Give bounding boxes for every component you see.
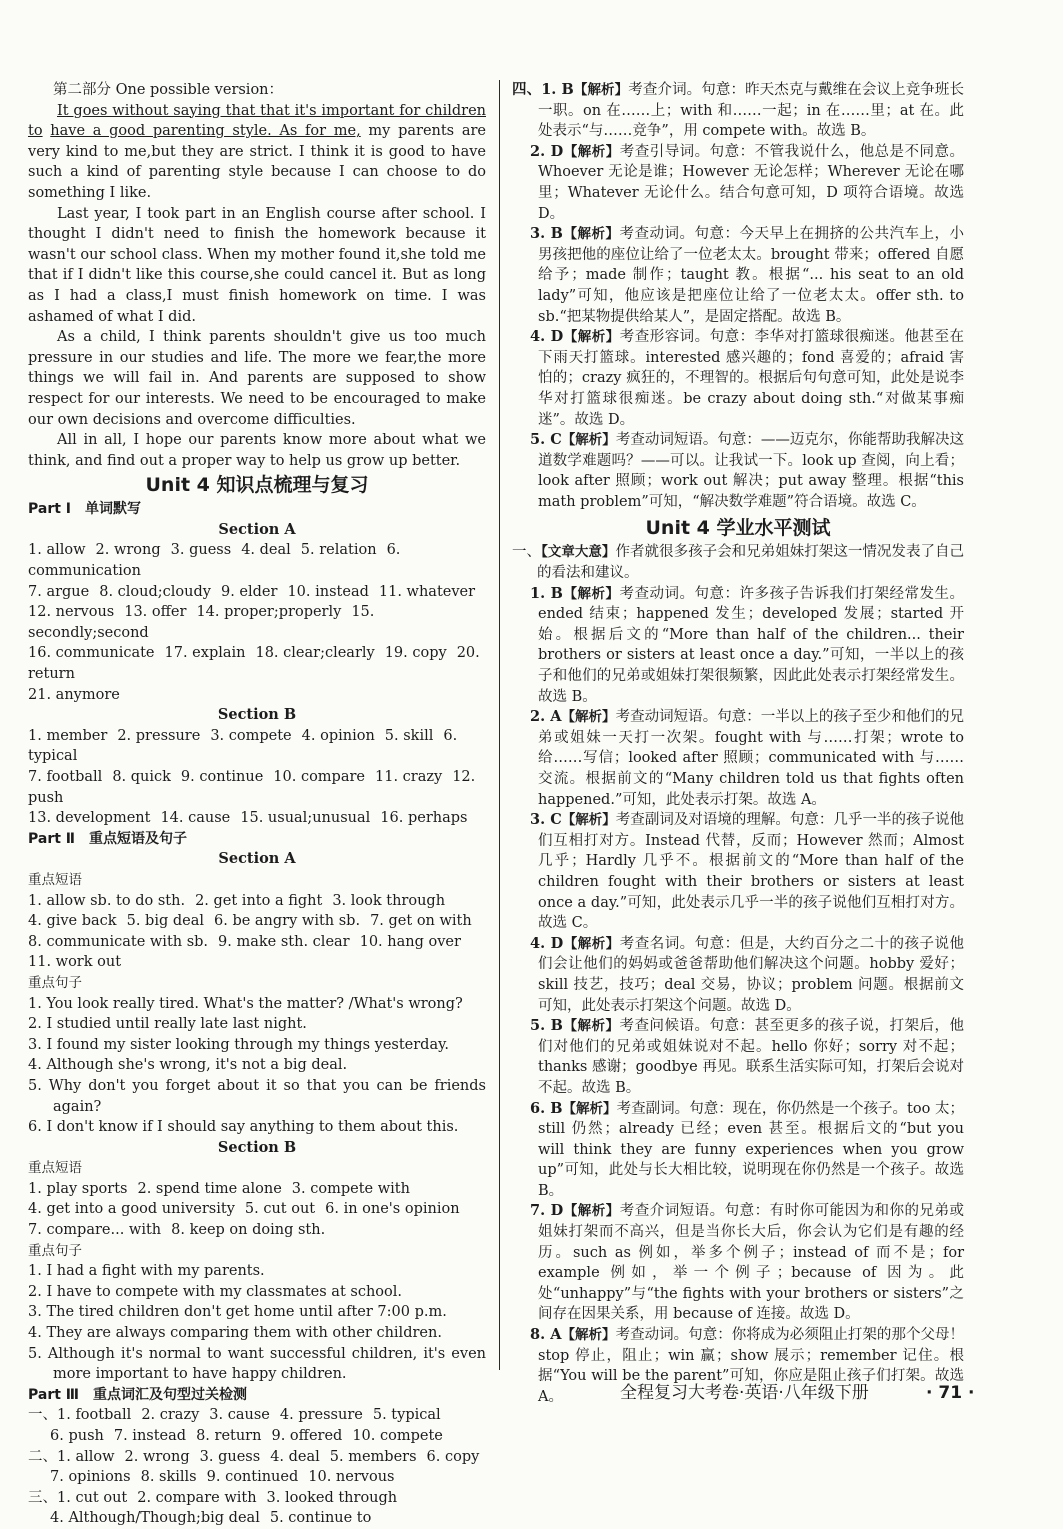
answer-explanation: [512, 1016, 964, 1098]
answer-explanation: [512, 707, 964, 810]
sentence-item: 5. Why don't you forget about it so that you can be friends again?: [28, 1077, 486, 1115]
sentences-a-list: [28, 994, 486, 1138]
answer-row: [28, 1508, 486, 1529]
vocab-item: 2. wrong: [95, 542, 161, 559]
sentence-item: 1. You look really tired. What's the matter? /What's wrong?: [28, 995, 463, 1012]
essay-paragraph-2: Last year, I took part in an English course after school. I thought I didn't need to finish the homework because it wasn't our school class. When my mother found it,she told me that if I didn't like this course,she could cancel it. But as long as I had a class,I must finish homework on time. I was ashamed of what I did.: [28, 205, 486, 325]
answer-explanation: [512, 224, 964, 327]
vocab-item: 6. communication: [28, 542, 401, 580]
phrase-item: 10. hang over: [359, 933, 461, 950]
answer-explanation: [512, 810, 964, 934]
vocab-a-list: [28, 540, 486, 705]
sentence-item: 3. The tired children don't get home until after 7:00 p.m.: [28, 1304, 447, 1321]
sentence-item: 4. Although she's wrong, it's not a big deal.: [28, 1057, 348, 1074]
vocab-item: 14. proper;properly: [196, 604, 342, 621]
phrase-item: 4. get into a good university: [28, 1201, 235, 1218]
sentence-item: 5. Although it's normal to want successful children, it's even more important to have happy children.: [28, 1345, 486, 1383]
phrase-item: 8. communicate with sb.: [28, 933, 209, 950]
question-number: 2. A: [530, 708, 562, 726]
unit-review-title: Unit 4 知识点梳理与复习: [145, 474, 369, 497]
vocab-item-row: [28, 726, 486, 767]
vocab-item: 12. nervous: [28, 604, 115, 621]
analysis-tag: 【解析】: [563, 935, 620, 952]
key-sentences-label-b: 重点句子: [28, 1242, 82, 1259]
question-number: 4. D: [530, 328, 564, 346]
answer-explanation: [512, 327, 964, 430]
vocab-item: 18. clear;clearly: [255, 645, 375, 662]
sentence-item: 6. I don't know if I should say anything to them about this.: [28, 1119, 459, 1136]
answer-item: 3. looked through: [266, 1489, 398, 1506]
vocab-item-row: [28, 602, 486, 643]
phrase-item: 3. look through: [332, 892, 446, 909]
left-column: [28, 80, 486, 1529]
section-4-answers: [512, 80, 964, 512]
answer-explanation: [512, 584, 964, 708]
answer-item: 9. offered: [271, 1428, 343, 1444]
section-b-heading-2: Section B: [217, 1138, 297, 1156]
page-number: · 71 ·: [926, 1383, 975, 1403]
answer-explanation: [512, 80, 964, 142]
right-column: [512, 80, 964, 1407]
explanation-text: 考查名词。句意：但是，大约百分之二十的孩子说他们会让他们的妈妈或爸爸帮助他们解决这个问题。hobby 爱好；skill 技艺，技巧；deal 交易，协议；problem 问题。根据前文可知，此处表示打架这个问题。故选 D。: [538, 935, 965, 1014]
phrase-item: 4. give back: [28, 913, 117, 930]
vocab-item: 14. cause: [160, 810, 231, 827]
sentences-b-list: [28, 1261, 486, 1385]
answer-explanation: [512, 1201, 964, 1325]
vocab-b-list: [28, 726, 486, 829]
vocab-item: 16. communicate: [28, 645, 155, 662]
question-number: 7. D: [530, 1202, 564, 1220]
answer-item: 4. pressure: [279, 1407, 363, 1424]
question-number: 4. D: [530, 934, 564, 952]
phrase-item-row: [28, 911, 486, 932]
answer-item: 8. return: [196, 1428, 262, 1444]
vocab-item: 4. deal: [241, 542, 291, 559]
essay-underlined-2: have a good parenting style. As for me,: [50, 123, 361, 140]
phrase-item: 2. get into a fight: [195, 892, 323, 909]
analysis-tag: 【解析】: [563, 143, 620, 160]
analysis-tag: 【解析】: [562, 585, 620, 602]
summary-tag: 【文章大意】: [541, 544, 616, 561]
explanation-text: 考查动词短语。句意：——迈克尔，你能帮助我解决这道数学难题吗？——可以。让我试一下。look up 查阅，向上看；look after 照顾；work out 解决；put away 整理。根据“this math problem”可知，“解决数学难题”符合语境。故选 C。: [538, 432, 965, 510]
phrase-item-row: [28, 891, 486, 912]
summary-text: 作者就很多孩子会和兄弟姐妹打架这一情况发表了自己的看法和建议。: [537, 544, 965, 582]
answer-item: 7. opinions: [50, 1469, 131, 1486]
vocab-item: 7. football: [28, 769, 103, 785]
phrase-item: 3. compete with: [291, 1180, 410, 1197]
answer-item: 4. Although/Though;big deal: [50, 1510, 260, 1527]
vocab-item: 15. usual;unusual: [240, 810, 371, 827]
vocab-item-row: [28, 767, 486, 808]
analysis-tag: 【解析】: [562, 226, 620, 243]
analysis-tag: 【解析】: [563, 329, 620, 346]
answer-explanation: [512, 142, 964, 224]
phrase-item: 11. work out: [28, 954, 122, 971]
answer-item: 10. nervous: [308, 1469, 395, 1486]
answer-item: 7. instead: [113, 1428, 187, 1444]
analysis-tag: 【解析】: [561, 1327, 616, 1344]
section-a-heading-2: Section A: [218, 850, 296, 868]
phrase-item: 1. play sports: [28, 1180, 128, 1197]
vocab-item: 2. pressure: [117, 727, 201, 744]
question-number: 8. A: [530, 1326, 562, 1344]
explanation-text: 考查介词。句意：昨天杰克与戴维在会议上竞争班长一职。on 在……上；with 和……一起；in 在……里；at 在。此处表示“与……竞争”，用 compete with。故选 B。: [538, 82, 964, 140]
answer-row: [28, 1426, 486, 1447]
question-number: 3. C: [530, 811, 562, 829]
answer-row: [28, 1405, 486, 1426]
vocab-item: 15. secondly;second: [28, 604, 375, 641]
vocab-item: 13. offer: [124, 604, 187, 621]
explanation-text: 考查副词及对语境的理解。句意：几乎一半的孩子说他们互相打对方。Instead 代替，反而；However 然而；Almost 几乎；Hardly 几乎不。根据前文的“More than half of the children fought with their brothers or sisters at least once a day.”可知，此处表示几乎一半的孩子说他们互相打对方。故选 C。: [538, 812, 965, 932]
vocab-item: 5. skill: [384, 727, 434, 744]
phrase-item: 9. make sth. clear: [218, 933, 350, 950]
vocab-item: 1. allow: [28, 542, 86, 559]
phrase-item: 2. spend time alone: [137, 1180, 282, 1197]
answer-item: 一、1. football: [28, 1407, 132, 1424]
part-1-label: Part Ⅰ 单词默写: [28, 501, 142, 518]
phrase-item-row: [28, 1179, 486, 1200]
part-3-label: Part Ⅲ 重点词汇及句型过关检测: [28, 1386, 248, 1403]
vocab-item: 10. instead: [287, 583, 369, 600]
phrase-item: 6. be angry with sb.: [214, 913, 361, 930]
vocab-item: 3. guess: [170, 542, 232, 559]
analysis-tag: 【解析】: [562, 1018, 620, 1035]
vocab-item: 3. compete: [210, 727, 292, 744]
vocab-item: 4. opinion: [301, 727, 375, 744]
explanation-text: 考查形容词。句意：李华对打篮球很痴迷。他甚至在下雨天打篮球。interested 感兴趣的；fond 喜爱的；afraid 害怕的；crazy 疯狂的，不理智的。根据后句句意可知，此处是说李华对打篮球很痴迷。be crazy about doing sth.“对做某事痴迷”。故选 D。: [538, 329, 965, 428]
answer-row: [28, 1488, 486, 1509]
section-a-heading: Section A: [218, 520, 296, 538]
article-summary: [512, 542, 964, 583]
phrase-item: 7. compare... with: [28, 1222, 162, 1239]
question-number: 2. D: [530, 142, 564, 160]
phrase-item: 6. in one's opinion: [325, 1201, 460, 1218]
phrases-a-list: [28, 891, 486, 973]
key-phrases-label-b: 重点短语: [28, 1160, 82, 1177]
analysis-tag: 【解析】: [561, 812, 616, 829]
part-3-answers: [28, 1405, 486, 1529]
vocab-item: 11. crazy: [375, 769, 443, 785]
question-number: 1. B: [530, 584, 563, 602]
essay-p1-rest: my parents are very kind to me,but they are strict. I think it is good to have such a kind of parenting style because I can choose to do something I like.: [28, 123, 486, 201]
section-1-label: 一、: [512, 544, 542, 561]
vocab-item: 9. continue: [180, 769, 264, 785]
sentence-item: 2. I studied until really late last night.: [28, 1016, 307, 1033]
answer-item: 5. continue to: [269, 1510, 372, 1527]
answer-item: 3. cause: [209, 1407, 270, 1424]
vocab-item: 16. perhaps: [380, 810, 468, 827]
vocab-item-row: [28, 643, 486, 684]
phrase-item-row: [28, 1199, 486, 1220]
sentence-item: 1. I had a fight with my parents.: [28, 1263, 265, 1280]
answer-row: [28, 1447, 486, 1468]
vocab-item: 12. push: [28, 769, 476, 806]
answer-item: 10. compete: [352, 1428, 443, 1444]
sentence-item: 2. I have to compete with my classmates at school.: [28, 1283, 402, 1300]
vocab-item: 5. relation: [300, 542, 377, 559]
sentence-item: 4. They are always comparing them with other children.: [28, 1325, 442, 1342]
vocab-item: 9. elder: [220, 583, 278, 600]
key-phrases-label-a: 重点短语: [28, 871, 82, 888]
question-number: 5. B: [530, 1017, 563, 1035]
section-1-answers: [512, 584, 964, 1408]
phrase-item: 1. allow sb. to do sth.: [28, 892, 186, 909]
answer-item: 6. push: [50, 1428, 104, 1444]
phrase-item: 7. get on with: [370, 913, 472, 930]
phrase-item-row: [28, 1220, 486, 1241]
vocab-item-row: [28, 685, 486, 706]
answer-item: 3. guess: [199, 1448, 261, 1465]
answer-row: [28, 1467, 486, 1488]
phrase-item: 5. cut out: [244, 1201, 316, 1218]
phrases-b-list: [28, 1179, 486, 1241]
vocab-item-row: [28, 582, 486, 603]
phrase-item-row: [28, 932, 486, 953]
phrase-item-row: [28, 952, 486, 973]
analysis-tag: 【解析】: [562, 1100, 617, 1117]
explanation-text: 考查介词短语。句意：有时你可能因为和你的兄弟或姐妹打架而不高兴，但是当你长大后，你会认为它们是有趣的经历。such as 例如，举多个例子；instead of 而不是；for example 例如，举一个例子；because of 因为。此处“unhappy”与“the fights with your brothers or sisters”之间存在因果关系，用 because of 连接。故选 D。: [538, 1203, 965, 1323]
vocab-item: 11. whatever: [378, 583, 476, 600]
question-number: 5. C: [530, 431, 562, 449]
vocab-item: 19. copy: [384, 645, 447, 662]
essay-paragraph-4: All in all, I hope our parents know more about what we think, and find out a proper way to help us grow up better.: [28, 432, 486, 469]
section-label: 四、: [512, 81, 542, 98]
essay-heading: 第二部分 One possible version：: [53, 82, 284, 98]
essay-underlined-1: It goes without saying that that it's important for children to: [28, 102, 486, 140]
explanation-text: 考查引导词。句意：不管我说什么，他总是不同意。Whoever 无论是谁；However 无论怎样；Wherever 无论在哪里；Whatever 无论什么。结合句意可知，D 项符合语境。故选 D。: [538, 143, 965, 222]
explanation-text: 考查问候语。句意：甚至更多的孩子说，打架后，他们对他们的兄弟或姐妹说对不起。hello 你好；sorry 对不起；thanks 感谢；goodbye 再见。联系生活实际可知，打架后会说对不起。故选 B。: [538, 1018, 965, 1096]
question-number: 1. B: [541, 81, 574, 98]
answer-item: 2. crazy: [141, 1407, 200, 1424]
answer-item: 2. compare with: [137, 1489, 257, 1506]
vocab-item-row: [28, 808, 486, 829]
key-sentences-label-a: 重点句子: [28, 974, 82, 991]
unit-test-title: Unit 4 学业水平测试: [645, 517, 831, 540]
answer-item: 二、1. allow: [28, 1448, 115, 1465]
answer-item: 6. copy: [426, 1448, 480, 1465]
explanation-text: 考查动词短语。句意：一半以上的孩子至少和他们的兄弟或姐妹一天打一次架。fought with 与……打架；wrote to 给……写信；looked after 照顾；communicated with 与……交流。根据前文的“Many children told us that fights often happened.”可知，此处表示打架。故选 A。: [538, 709, 965, 808]
vocab-item: 17. explain: [164, 645, 246, 662]
phrase-item: 5. big deal: [126, 913, 204, 930]
answer-explanation: [512, 430, 964, 512]
answer-item: 4. deal: [270, 1448, 320, 1465]
answer-item: 9. continued: [206, 1469, 299, 1486]
vocab-item: 7. argue: [28, 583, 90, 600]
answer-item: 2. wrong: [124, 1448, 190, 1465]
answer-item: 8. skills: [140, 1469, 197, 1486]
analysis-tag: 【解析】: [561, 432, 616, 449]
vocab-item: 1. member: [28, 727, 108, 744]
explanation-text: 考查副词。句意：现在，你仍然是一个孩子。too 太；still 仍然；already 已经；even 甚至。根据后文的“but you will think they are funny experiences when you grow up”可知，此处与长大相比较，说明现在你仍然是一个孩子。故选 B。: [538, 1100, 964, 1199]
answer-explanation: [512, 934, 964, 1016]
part-2-label: Part Ⅱ 重点短语及句子: [28, 830, 188, 847]
phrase-item: 8. keep on doing sth.: [171, 1222, 326, 1239]
essay-paragraph-1: [28, 101, 486, 204]
vocab-item: 6. typical: [28, 727, 458, 765]
answer-explanation: [512, 1099, 964, 1202]
answer-item: 三、1. cut out: [28, 1489, 128, 1506]
explanation-text: 考查动词。句意：许多孩子告诉我们打架经常发生。ended 结束；happened 发生；developed 发展；started 开始。根据后文的“More than half of the children... their brothers or sisters at least once a day.”可知，一半以上的孩子和他们的兄弟或姐妹打架很频繁，因此此处表示打架经常发生。故选 B。: [538, 585, 965, 705]
vocab-item: 21. anymore: [28, 686, 120, 703]
explanation-text: 考查动词。句意：你将成为必须阻止打架的那个父母！stop 停止，阻止；win 赢；show 展示；remember 记住。根据“You will be the parent”可知，你应是阻止孩子们打架。故选 A。: [538, 1327, 965, 1405]
vocab-item-row: [28, 540, 486, 581]
vocab-item: 8. quick: [112, 769, 171, 785]
vocab-item: 8. cloud;cloudy: [99, 583, 211, 600]
vocab-item: 10. compare: [273, 769, 365, 785]
column-divider: [499, 80, 500, 1370]
question-number: 3. B: [530, 225, 563, 243]
explanation-text: 考查动词。句意：今天早上在拥挤的公共汽车上，小男孩把他的座位让给了一位老太太。brought 带来；offered 自愿给予；made 制作；taught 教。根据“... his seat to an old lady”可知，他应该是把座位让给了一位老太太。offer sth. to sb.“把某物提供给某人”，是固定搭配。故选 B。: [538, 226, 965, 325]
vocab-item: 20. return: [28, 645, 480, 683]
footer-book-title: 全程复习大考卷·英语·八年级下册: [620, 1383, 869, 1403]
answer-item: 5. typical: [372, 1407, 441, 1424]
essay-paragraph-3: As a child, I think parents shouldn't give us too much pressure in our studies and life. The more we fear,the more things we will fail in. And parents are supposed to show respect for our interests. We need to be encouraged to make our own decisions and overcome difficulties.: [28, 329, 486, 428]
vocab-item: 13. development: [28, 810, 151, 827]
question-number: 6. B: [530, 1099, 563, 1117]
analysis-tag: 【解析】: [561, 709, 616, 726]
analysis-tag: 【解析】: [563, 1203, 620, 1220]
analysis-tag: 【解析】: [573, 82, 629, 98]
sentence-item: 3. I found my sister looking through my things yesterday.: [28, 1036, 449, 1053]
answer-item: 5. members: [329, 1448, 417, 1465]
section-b-heading: Section B: [217, 706, 297, 724]
